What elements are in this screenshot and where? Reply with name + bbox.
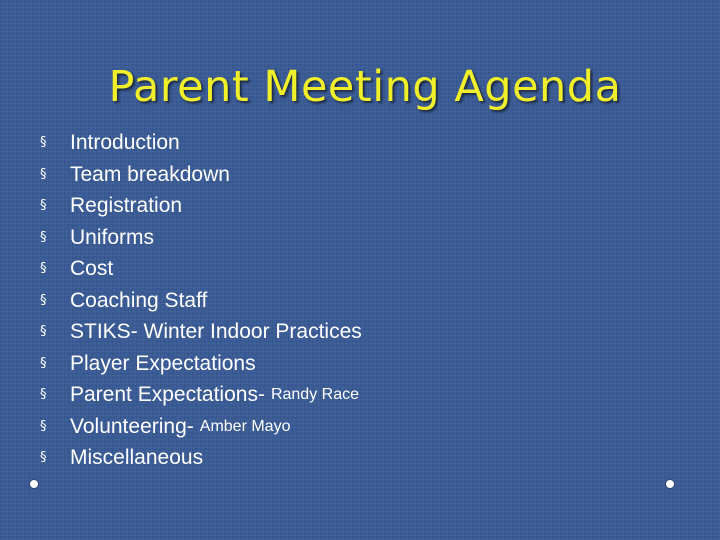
agenda-item-text: Uniforms — [70, 225, 155, 249]
bullet-icon: § — [40, 450, 47, 465]
bullet-icon: § — [40, 229, 47, 245]
agenda-item-text: Cost — [70, 257, 114, 280]
agenda-item-text: Coaching Staff — [70, 288, 208, 312]
agenda-item-stiks — [40, 316, 362, 348]
agenda-item-text: Parent Expectations- — [70, 383, 265, 406]
agenda-item-text: Volunteering- — [70, 414, 194, 438]
agenda-item-cost — [40, 253, 362, 285]
bullet-icon: § — [40, 261, 47, 276]
agenda-item-text: Team breakdown — [70, 162, 230, 186]
slide-title: Parent Meeting Agenda — [108, 62, 622, 112]
bullet-icon: § — [40, 387, 47, 402]
agenda-item-text: Registration — [70, 194, 183, 217]
bullet-icon: § — [40, 324, 47, 339]
agenda-item-text: Miscellaneous — [70, 446, 204, 469]
agenda-item-text: Player Expectations — [70, 351, 256, 375]
bullet-icon: § — [40, 166, 47, 182]
agenda-item-team-breakdown — [40, 159, 362, 191]
corner-dot-icon — [666, 480, 674, 488]
agenda-item-miscellaneous — [40, 442, 362, 474]
agenda-item-uniforms — [40, 222, 362, 254]
agenda-item-player-expectations — [40, 348, 362, 380]
agenda-item-parent-expectations — [40, 379, 362, 411]
corner-dot-icon — [30, 480, 38, 488]
agenda-item-presenter: Amber Mayo — [199, 417, 291, 435]
bullet-icon: § — [40, 198, 47, 213]
agenda-item-introduction — [40, 127, 362, 159]
agenda-item-coaching-staff — [40, 285, 362, 317]
agenda-item-registration — [40, 190, 362, 222]
agenda-item-text: Introduction — [70, 131, 180, 154]
agenda-item-presenter: Randy Race — [270, 386, 359, 403]
bullet-icon: § — [40, 292, 47, 308]
bullet-icon: § — [40, 418, 47, 434]
agenda-item-text: STIKS- Winter Indoor Practices — [70, 320, 362, 343]
agenda-item-volunteering — [40, 411, 362, 443]
bullet-icon: § — [40, 135, 47, 150]
bullet-icon: § — [40, 355, 47, 371]
agenda-list — [40, 127, 362, 474]
